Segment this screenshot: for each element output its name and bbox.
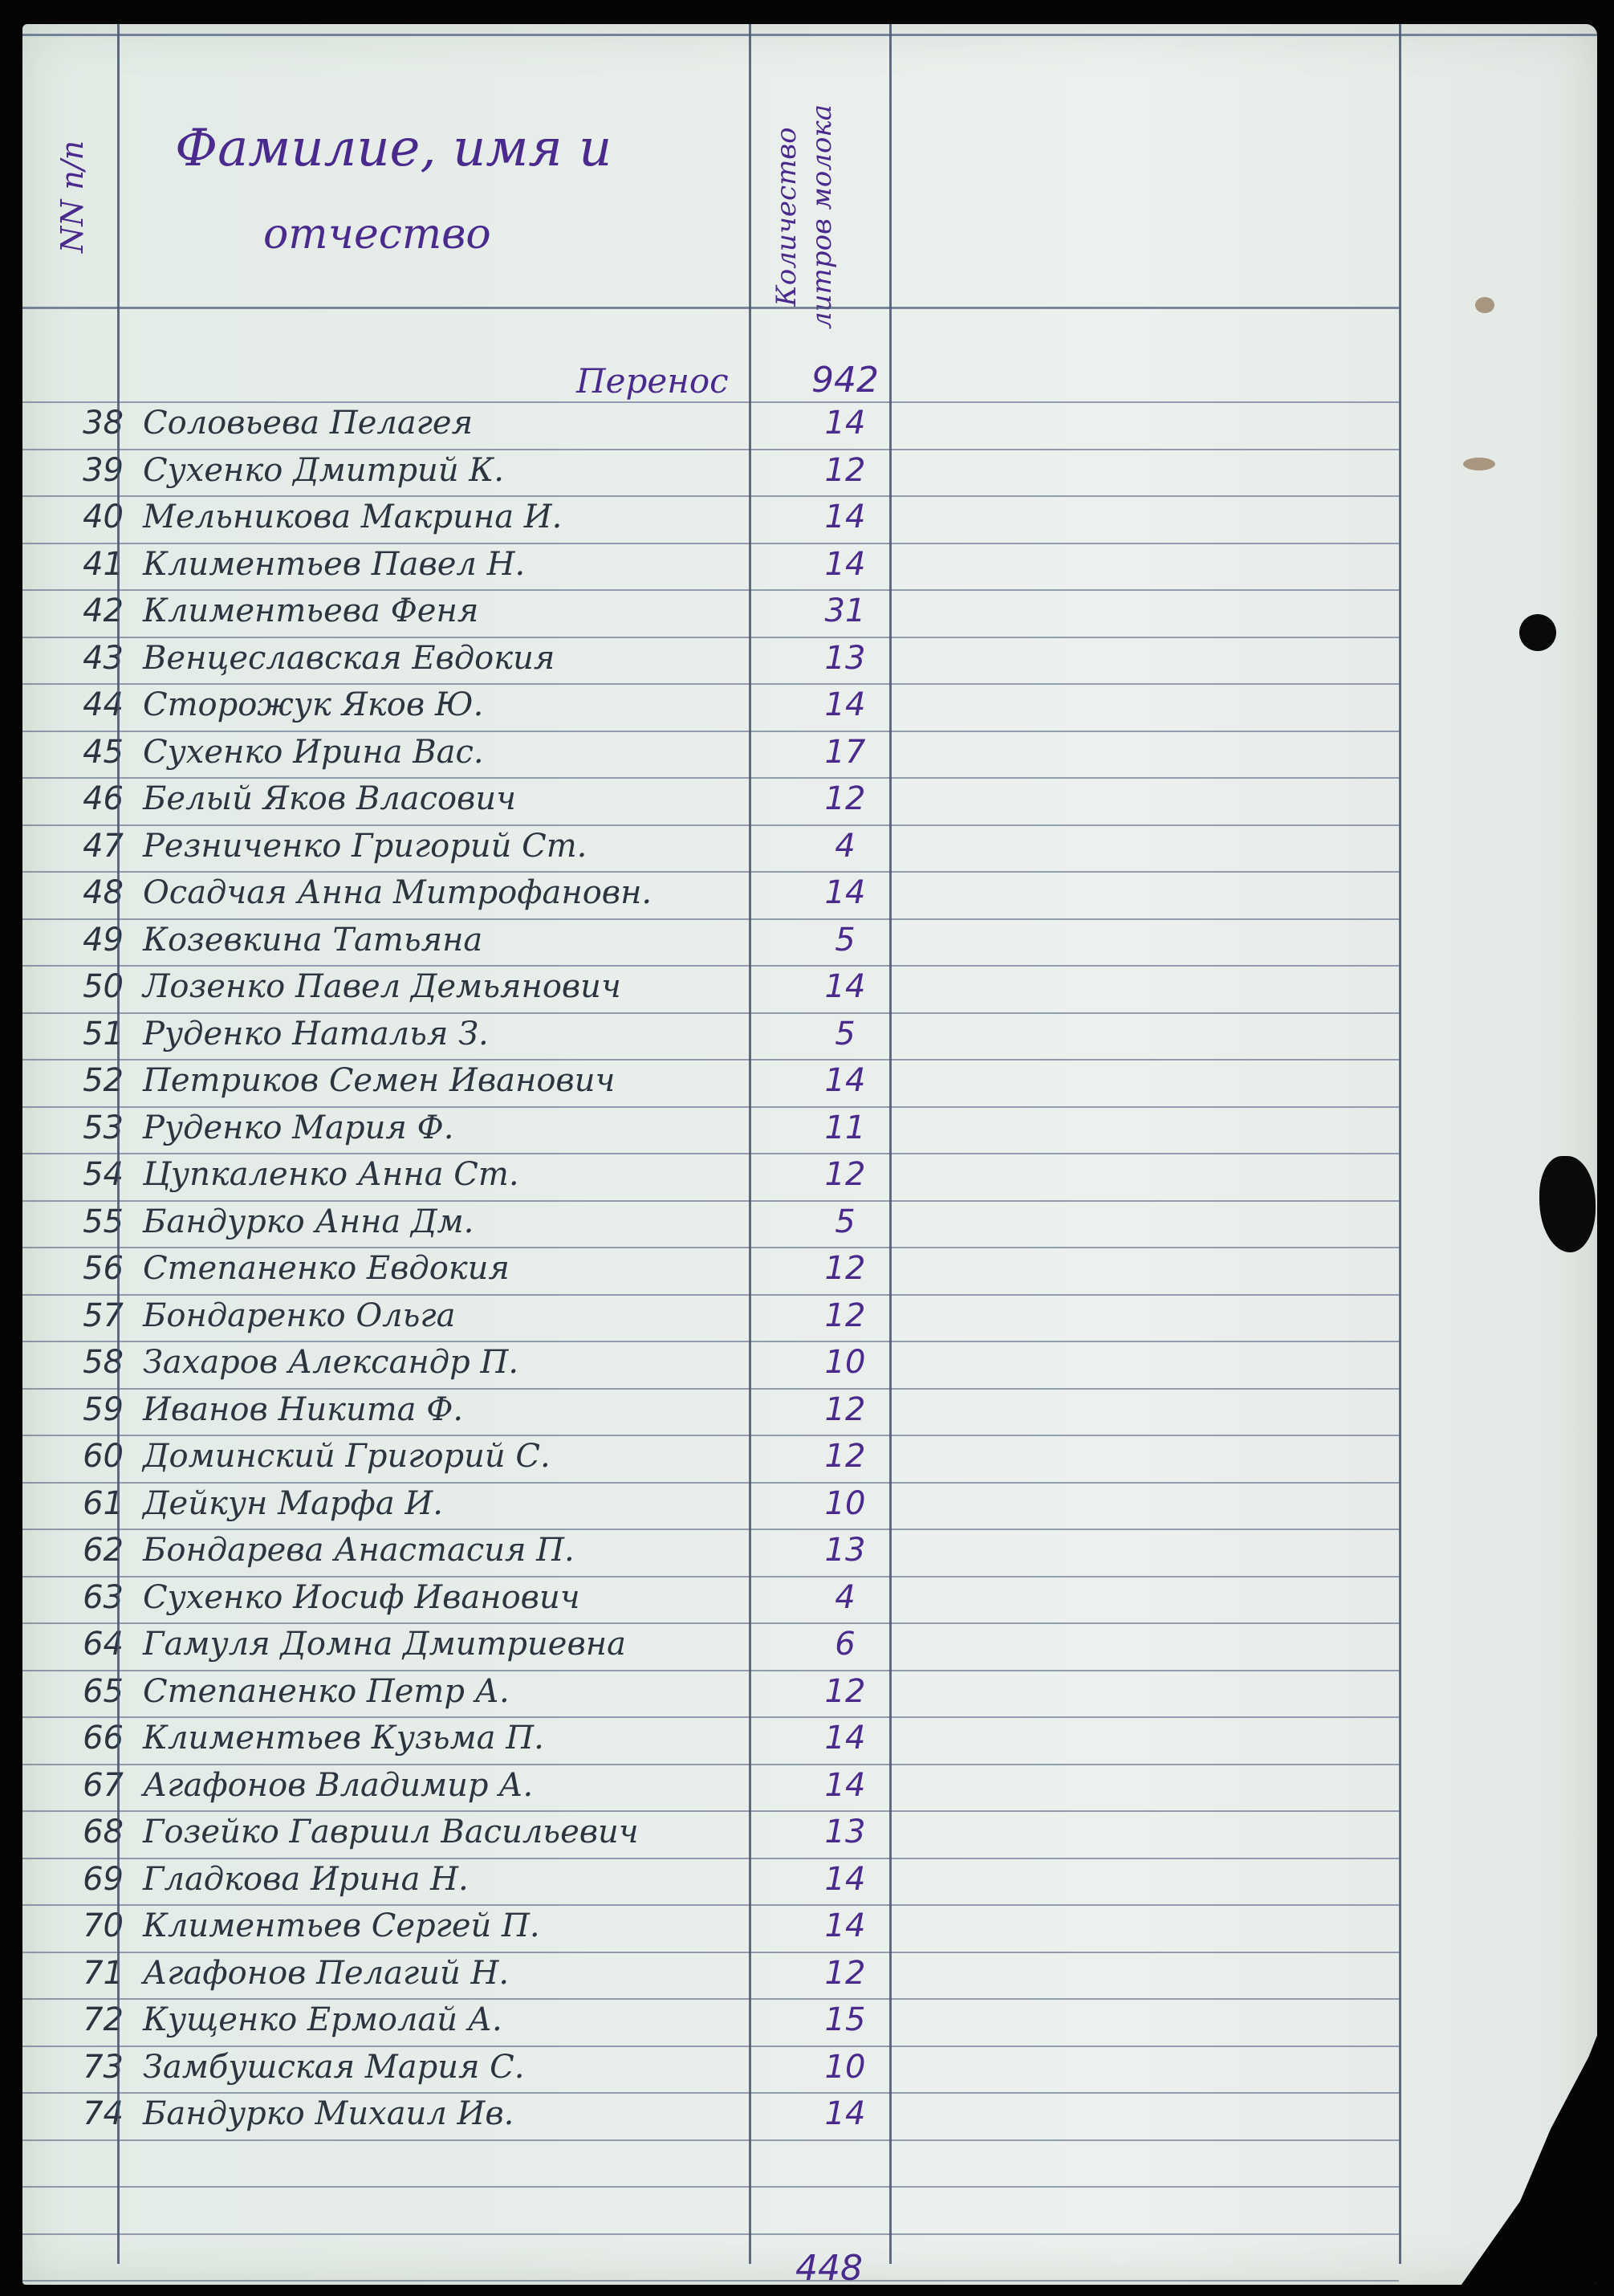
- row-rule: [22, 731, 1399, 732]
- row-number: 39: [83, 451, 124, 489]
- row-number: 61: [83, 1484, 124, 1522]
- milk-quantity: 15: [824, 2001, 866, 2038]
- person-name: Дейкун Марфа И.: [143, 1484, 443, 1522]
- milk-quantity: 14: [824, 1062, 866, 1099]
- person-name: Захаров Александр П.: [143, 1344, 519, 1381]
- person-name: Мельникова Макрина И.: [143, 499, 563, 535]
- row-rule: [22, 2046, 1399, 2047]
- table-row: [22, 734, 1399, 780]
- milk-quantity: 12: [824, 1390, 866, 1428]
- row-rule: [22, 1106, 1399, 1108]
- row-rule: [22, 1529, 1399, 1530]
- person-name: Руденко Мария Ф.: [143, 1109, 454, 1146]
- column-header-name-line2: отчество: [263, 210, 491, 259]
- row-number: 40: [83, 499, 124, 535]
- milk-quantity: 14: [824, 499, 866, 535]
- ink-blot: [1539, 1156, 1596, 1252]
- person-name: Климентьев Кузьма П.: [143, 1720, 544, 1757]
- milk-quantity: 10: [824, 2048, 866, 2086]
- row-rule: [22, 1764, 1399, 1765]
- row-rule: [22, 1341, 1399, 1342]
- person-name: Доминский Григорий С.: [143, 1438, 551, 1475]
- table-row: [22, 686, 1399, 733]
- row-number: 46: [83, 780, 124, 817]
- person-name: Лозенко Павел Демьянович: [143, 968, 621, 1005]
- table-row: [22, 546, 1399, 592]
- person-name: Степаненко Петр А.: [143, 1672, 510, 1710]
- row-rule: [22, 1059, 1399, 1060]
- row-rule: [22, 1012, 1399, 1014]
- column-rule: [117, 24, 120, 2264]
- milk-quantity: 31: [824, 592, 866, 629]
- milk-quantity: 14: [824, 1860, 866, 1898]
- table-row: [22, 1250, 1399, 1297]
- table-row: [22, 1626, 1399, 1672]
- row-number: 53: [83, 1109, 124, 1146]
- person-name: Климентьев Павел Н.: [143, 545, 526, 583]
- person-name: Сторожук Яков Ю.: [143, 686, 484, 723]
- row-rule: [22, 1482, 1399, 1484]
- row-rule: [22, 1200, 1399, 1202]
- milk-quantity: 6: [835, 1626, 856, 1663]
- total-value: 448: [795, 2248, 863, 2285]
- stain-mark: [1463, 458, 1495, 470]
- milk-quantity: 12: [824, 451, 866, 489]
- row-rule: [22, 1952, 1399, 1953]
- table-row: [22, 592, 1399, 639]
- table-row: [22, 1673, 1399, 1720]
- table-row: [22, 2095, 1399, 2142]
- person-name: Гамуля Домна Дмитриевна: [143, 1626, 626, 1663]
- row-rule: [22, 2139, 1399, 2141]
- person-name: Сухенко Иосиф Иванович: [143, 1578, 580, 1616]
- milk-quantity: 12: [824, 1156, 866, 1193]
- table-row: [22, 1156, 1399, 1203]
- milk-quantity: 12: [824, 1672, 866, 1710]
- person-name: Петриков Семен Иванович: [143, 1062, 616, 1099]
- milk-quantity: 12: [824, 1250, 866, 1287]
- milk-quantity: 14: [824, 545, 866, 583]
- table-row: [22, 1485, 1399, 1532]
- table-row: [22, 1016, 1399, 1062]
- person-name: Белый Яков Власович: [143, 780, 516, 817]
- milk-quantity: 5: [835, 921, 856, 959]
- row-number: 56: [83, 1250, 124, 1287]
- stain-mark: [1475, 297, 1494, 313]
- punch-hole: [1519, 614, 1556, 651]
- row-number: 52: [83, 1062, 124, 1099]
- column-rule: [749, 24, 751, 2264]
- row-rule: [22, 1576, 1399, 1577]
- table-row: [22, 1861, 1399, 1907]
- milk-quantity: 4: [835, 1578, 856, 1616]
- table-row: [22, 499, 1399, 545]
- row-rule: [22, 2092, 1399, 2094]
- row-rule: [22, 1622, 1399, 1624]
- person-name: Гозейко Гавриил Васильевич: [143, 1814, 639, 1850]
- row-rule: [22, 1388, 1399, 1390]
- table-row: [22, 1907, 1399, 1954]
- row-rule: [22, 2233, 1399, 2235]
- row-rule: [22, 1998, 1399, 2000]
- person-name: Сухенко Дмитрий К.: [143, 451, 504, 489]
- row-rule: [22, 1153, 1399, 1154]
- milk-quantity: 12: [824, 780, 866, 817]
- row-number: 70: [83, 1907, 124, 1944]
- milk-quantity: 14: [824, 2095, 866, 2132]
- table-row: [22, 1720, 1399, 1766]
- row-rule: [22, 1810, 1399, 1812]
- person-name: Венцеславская Евдокия: [143, 639, 555, 677]
- row-number: 51: [83, 1015, 124, 1052]
- row-number: 72: [83, 2001, 124, 2038]
- person-name: Степаненко Евдокия: [143, 1250, 510, 1287]
- row-rule: [22, 543, 1399, 544]
- table-row: [22, 780, 1399, 827]
- column-rule: [889, 24, 892, 2264]
- row-rule: [22, 449, 1399, 450]
- row-rule: [22, 1247, 1399, 1248]
- row-rule: [22, 2186, 1399, 2188]
- person-name: Резниченко Григорий Ст.: [143, 827, 587, 865]
- milk-quantity: 12: [824, 1297, 866, 1334]
- paper-tear: [1459, 1999, 1597, 2285]
- milk-quantity: 11: [824, 1109, 866, 1146]
- milk-quantity: 14: [824, 1766, 866, 1804]
- person-name: Осадчая Анна Митрофановн.: [143, 874, 653, 911]
- person-name: Бондаренко Ольга: [143, 1297, 456, 1334]
- row-number: 74: [83, 2095, 124, 2132]
- table-row: [22, 874, 1399, 921]
- milk-quantity: 13: [824, 1532, 866, 1569]
- person-name: Козевкина Татьяна: [143, 921, 483, 959]
- table-row: [22, 1579, 1399, 1626]
- header-rule: [22, 307, 1399, 309]
- row-number: 66: [83, 1720, 124, 1757]
- table-row: [22, 405, 1399, 451]
- row-rule: [22, 871, 1399, 873]
- row-rule: [22, 965, 1399, 967]
- row-number: 67: [83, 1766, 124, 1804]
- row-number: 48: [83, 874, 124, 911]
- table-row: [22, 922, 1399, 968]
- person-name: Руденко Наталья З.: [143, 1015, 489, 1052]
- milk-quantity: 10: [824, 1344, 866, 1381]
- row-rule: [22, 918, 1399, 920]
- row-number: 44: [83, 686, 124, 723]
- row-number: 65: [83, 1672, 124, 1710]
- person-name: Гладкова Ирина Н.: [143, 1860, 469, 1898]
- table-row: [22, 1344, 1399, 1390]
- person-name: Климентьева Феня: [143, 592, 479, 629]
- row-number: 63: [83, 1578, 124, 1616]
- person-name: Агафонов Пелагий Н.: [143, 1954, 510, 1992]
- row-rule: [22, 495, 1399, 497]
- milk-quantity: 12: [824, 1954, 866, 1992]
- milk-quantity: 14: [824, 1907, 866, 1944]
- row-number: 73: [83, 2048, 124, 2086]
- table-row: [22, 968, 1399, 1015]
- row-number: 45: [83, 733, 124, 771]
- column-header-name-line1: Фамилие, имя и: [175, 119, 612, 178]
- row-number: 42: [83, 592, 124, 629]
- table-row: [22, 1438, 1399, 1484]
- row-rule: [22, 1904, 1399, 1906]
- table-row: [22, 828, 1399, 874]
- table-row: [22, 1203, 1399, 1250]
- person-name: Бондарева Анастасия П.: [143, 1532, 575, 1569]
- person-name: Замбушская Мария С.: [143, 2048, 525, 2086]
- row-number: 41: [83, 545, 124, 583]
- table-row: [22, 1532, 1399, 1578]
- row-rule: [22, 1435, 1399, 1436]
- row-number: 54: [83, 1156, 124, 1193]
- row-number: 68: [83, 1814, 124, 1850]
- person-name: Цупкаленко Анна Ст.: [143, 1156, 519, 1193]
- milk-quantity: 14: [824, 968, 866, 1005]
- carry-over-label: Перенос: [576, 361, 729, 401]
- table-row: [22, 452, 1399, 499]
- document-sheet: [22, 24, 1597, 2285]
- person-name: Климентьев Сергей П.: [143, 1907, 540, 1944]
- milk-quantity: 4: [835, 827, 856, 865]
- table-row: [22, 1814, 1399, 1860]
- row-number: 55: [83, 1203, 124, 1240]
- table-row: [22, 1767, 1399, 1814]
- row-number: 60: [83, 1438, 124, 1475]
- row-rule: [22, 1670, 1399, 1671]
- table-row: [22, 2049, 1399, 2095]
- milk-quantity: 14: [824, 405, 866, 442]
- table-row: [22, 1955, 1399, 2001]
- milk-quantity: 5: [835, 1015, 856, 1052]
- person-name: Кущенко Ермолай А.: [143, 2001, 502, 2038]
- milk-quantity: 14: [824, 874, 866, 911]
- column-header-number: NN п/п: [55, 140, 90, 254]
- row-number: 38: [83, 405, 124, 442]
- row-rule: [22, 1294, 1399, 1296]
- header-rule: [22, 34, 1597, 36]
- row-rule: [22, 777, 1399, 779]
- row-rule: [22, 401, 1399, 403]
- row-rule: [22, 824, 1399, 826]
- milk-quantity: 13: [824, 639, 866, 677]
- row-number: 59: [83, 1390, 124, 1428]
- table-row: [22, 2001, 1399, 2048]
- person-name: Бандурко Михаил Ив.: [143, 2095, 514, 2132]
- milk-quantity: 10: [824, 1484, 866, 1522]
- milk-quantity: 12: [824, 1438, 866, 1475]
- carry-over-value: 942: [811, 360, 879, 401]
- person-name: Иванов Никита Ф.: [143, 1390, 464, 1428]
- table-row: [22, 1109, 1399, 1156]
- person-name: Соловьева Пелагея: [143, 405, 474, 442]
- table-row: [22, 1297, 1399, 1344]
- row-rule: [22, 1858, 1399, 1859]
- milk-quantity: 14: [824, 1720, 866, 1757]
- row-number: 43: [83, 639, 124, 677]
- column-rule: [1399, 24, 1401, 2264]
- table-row: [22, 1062, 1399, 1109]
- row-number: 62: [83, 1532, 124, 1569]
- row-rule: [22, 589, 1399, 591]
- row-rule: [22, 637, 1399, 638]
- row-number: 57: [83, 1297, 124, 1334]
- row-number: 50: [83, 968, 124, 1005]
- milk-quantity: 5: [835, 1203, 856, 1240]
- person-name: Сухенко Ирина Вас.: [143, 733, 484, 771]
- row-number: 69: [83, 1860, 124, 1898]
- milk-quantity: 13: [824, 1814, 866, 1850]
- milk-quantity: 14: [824, 686, 866, 723]
- column-header-quantity: Количество литров молока: [770, 104, 838, 329]
- row-number: 49: [83, 921, 124, 959]
- row-number: 58: [83, 1344, 124, 1381]
- table-row: [22, 1391, 1399, 1438]
- row-rule: [22, 1716, 1399, 1718]
- person-name: Агафонов Владимир А.: [143, 1766, 534, 1804]
- row-number: 47: [83, 827, 124, 865]
- row-number: 64: [83, 1626, 124, 1663]
- milk-quantity: 17: [824, 733, 866, 771]
- person-name: Бандурко Анна Дм.: [143, 1203, 474, 1240]
- row-rule: [22, 683, 1399, 685]
- row-rule: [22, 2280, 1399, 2282]
- row-number: 71: [83, 1954, 124, 1992]
- table-row: [22, 640, 1399, 686]
